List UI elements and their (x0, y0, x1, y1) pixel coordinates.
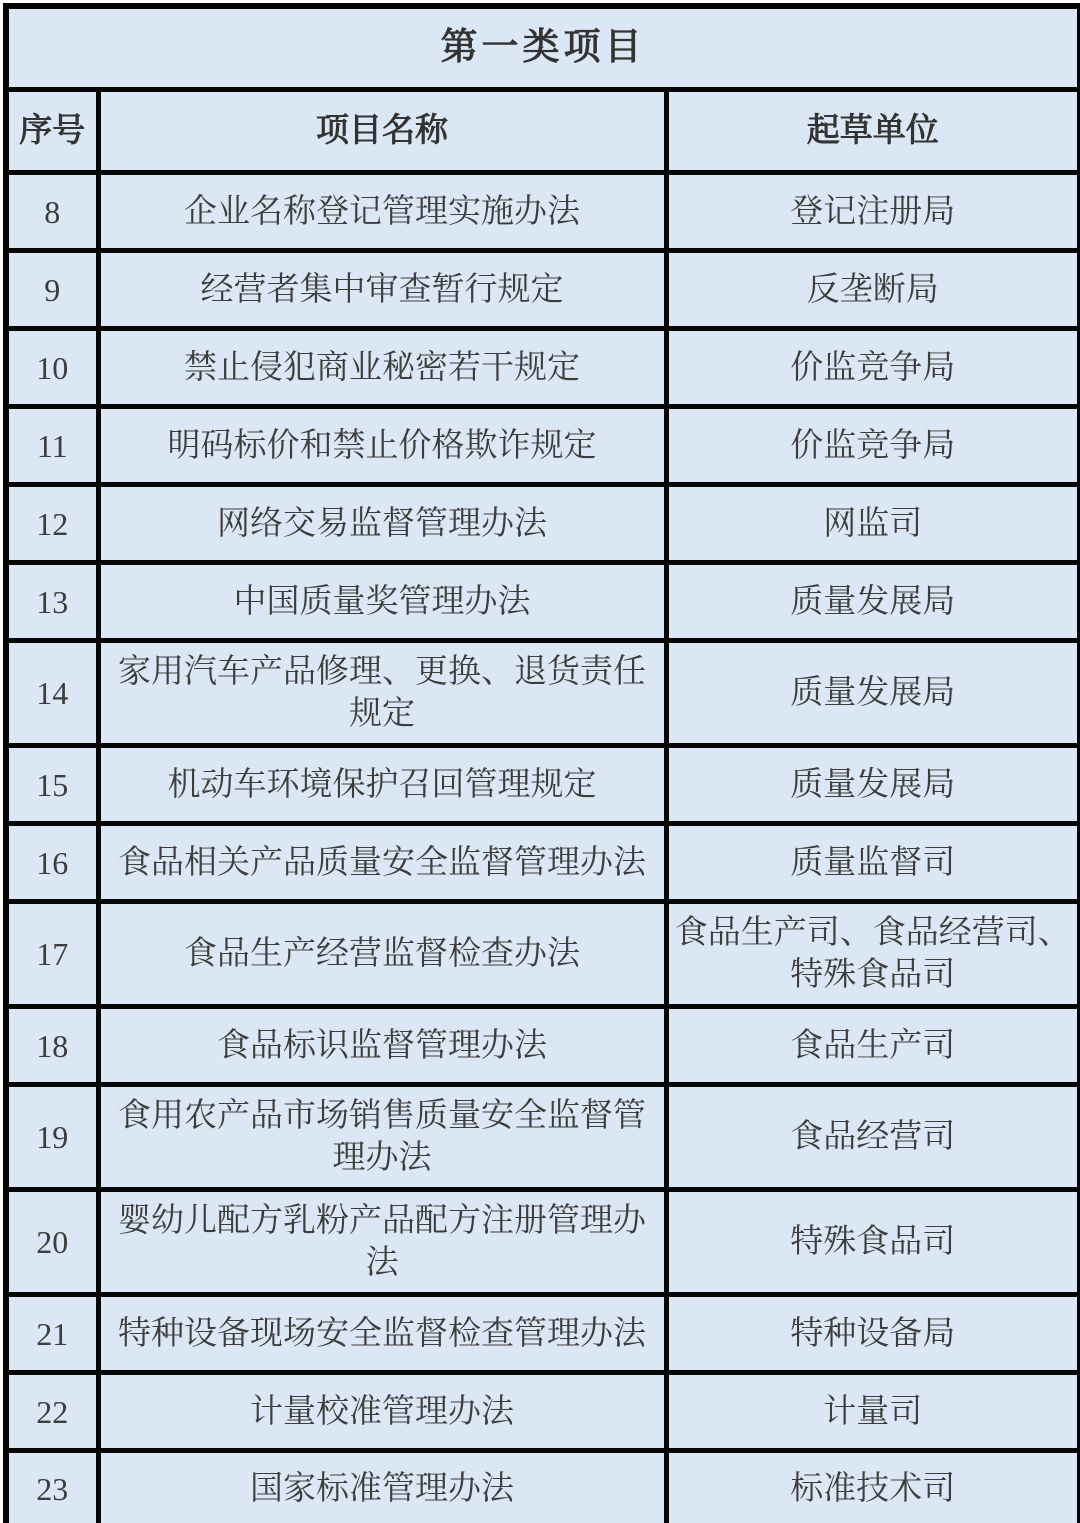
column-header-serial-number: 序号 (6, 90, 98, 173)
row-serial-number: 20 (6, 1190, 98, 1295)
row-drafting-unit: 质量发展局 (666, 641, 1080, 746)
row-serial-number: 19 (6, 1085, 98, 1190)
row-drafting-unit: 登记注册局 (666, 173, 1080, 251)
table-row (6, 746, 1080, 824)
row-drafting-unit: 食品生产司、食品经营司、特殊食品司 (666, 902, 1080, 1007)
row-project-name: 国家标准管理办法 (98, 1451, 666, 1523)
column-header-project-name: 项目名称 (98, 90, 666, 173)
row-project-name: 食品相关产品质量安全监督管理办法 (98, 824, 666, 902)
row-serial-number: 10 (6, 329, 98, 407)
row-project-name: 中国质量奖管理办法 (98, 563, 666, 641)
row-drafting-unit: 反垄断局 (666, 251, 1080, 329)
table-row (6, 1190, 1080, 1295)
table-row (6, 902, 1080, 1007)
row-project-name: 食用农产品市场销售质量安全监督管理办法 (98, 1085, 666, 1190)
table-row (6, 485, 1080, 563)
row-project-name: 明码标价和禁止价格欺诈规定 (98, 407, 666, 485)
row-serial-number: 16 (6, 824, 98, 902)
row-drafting-unit: 特殊食品司 (666, 1190, 1080, 1295)
row-drafting-unit: 食品经营司 (666, 1085, 1080, 1190)
row-project-name: 禁止侵犯商业秘密若干规定 (98, 329, 666, 407)
table-title: 第一类项目 (6, 6, 1080, 90)
row-serial-number: 23 (6, 1451, 98, 1523)
row-drafting-unit: 价监竞争局 (666, 407, 1080, 485)
row-drafting-unit: 价监竞争局 (666, 329, 1080, 407)
table-row (6, 1085, 1080, 1190)
table-row (6, 1007, 1080, 1085)
table-row (6, 563, 1080, 641)
row-serial-number: 15 (6, 746, 98, 824)
row-project-name: 企业名称登记管理实施办法 (98, 173, 666, 251)
row-drafting-unit: 质量发展局 (666, 563, 1080, 641)
row-project-name: 食品生产经营监督检查办法 (98, 902, 666, 1007)
row-drafting-unit: 质量监督司 (666, 824, 1080, 902)
table-body (6, 173, 1080, 1523)
table-header-row (6, 90, 1080, 173)
table-row (6, 407, 1080, 485)
row-project-name: 计量校准管理办法 (98, 1373, 666, 1451)
table-row (6, 1295, 1080, 1373)
column-header-drafting-unit: 起草单位 (666, 90, 1080, 173)
row-serial-number: 18 (6, 1007, 98, 1085)
row-serial-number: 11 (6, 407, 98, 485)
table-row (6, 1451, 1080, 1523)
row-serial-number: 13 (6, 563, 98, 641)
row-serial-number: 8 (6, 173, 98, 251)
row-serial-number: 22 (6, 1373, 98, 1451)
table-row (6, 641, 1080, 746)
projects-table (3, 3, 1080, 1523)
row-drafting-unit: 标准技术司 (666, 1451, 1080, 1523)
row-project-name: 食品标识监督管理办法 (98, 1007, 666, 1085)
row-project-name: 机动车环境保护召回管理规定 (98, 746, 666, 824)
table-row (6, 329, 1080, 407)
row-drafting-unit: 食品生产司 (666, 1007, 1080, 1085)
row-project-name: 经营者集中审查暂行规定 (98, 251, 666, 329)
row-project-name: 网络交易监督管理办法 (98, 485, 666, 563)
row-drafting-unit: 特种设备局 (666, 1295, 1080, 1373)
row-project-name: 特种设备现场安全监督检查管理办法 (98, 1295, 666, 1373)
row-project-name: 婴幼儿配方乳粉产品配方注册管理办法 (98, 1190, 666, 1295)
row-serial-number: 17 (6, 902, 98, 1007)
table-head (6, 6, 1080, 173)
row-drafting-unit: 计量司 (666, 1373, 1080, 1451)
row-serial-number: 9 (6, 251, 98, 329)
row-project-name: 家用汽车产品修理、更换、退货责任规定 (98, 641, 666, 746)
table-row (6, 173, 1080, 251)
table-row (6, 824, 1080, 902)
row-serial-number: 21 (6, 1295, 98, 1373)
row-serial-number: 12 (6, 485, 98, 563)
table-row (6, 1373, 1080, 1451)
table-title-row (6, 6, 1080, 90)
row-drafting-unit: 质量发展局 (666, 746, 1080, 824)
row-drafting-unit: 网监司 (666, 485, 1080, 563)
table-row (6, 251, 1080, 329)
row-serial-number: 14 (6, 641, 98, 746)
